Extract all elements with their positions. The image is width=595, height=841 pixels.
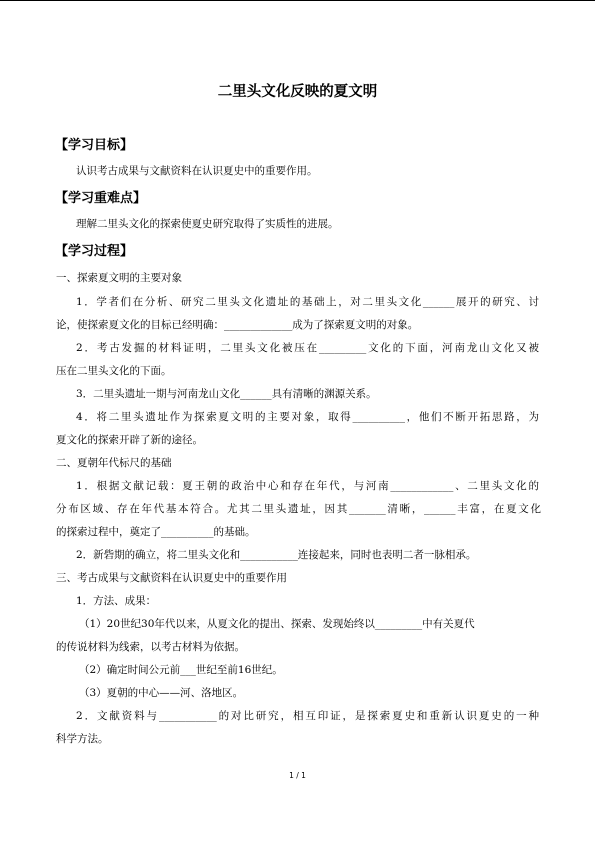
section-1-item-3: 3．二里头遗址一期与河南龙山文化______具有清晰的渊源关系。 (76, 388, 377, 400)
section-2-item-1-line-1: 1．根据文献记载：夏王朝的政治中心和存在年代，与河南____________、二里头文化的 (76, 480, 539, 492)
section-1-item-2-line-1: 2．考古发掘的材料证明，二里头文化被压在_________文化的下面，河南龙山文化又被 (76, 342, 539, 354)
key-points-text: 理解二里头文化的探索使夏史研究取得了实质性的进展。 (76, 218, 339, 230)
section-1-item-1-line-1: 1．学者们在分析、研究二里头文化遗址的基础上，对二里头文化______展开的研究、讨 (76, 296, 539, 308)
section-3-item-1-title: 1．方法、成果： (76, 595, 157, 607)
section-1-title: 一、探索夏文明的主要对象 (56, 272, 182, 284)
section-1-item-1-line-2: 论，使探索夏文化的目标已经明确：_____________成为了探索夏文明的对象。 (56, 319, 419, 331)
document-title: 二里头文化反映的夏文明 (217, 84, 378, 100)
section-2-item-2: 2．新砦期的确立，将二里头文化和___________连接起来，同时也表明二者一脉相承。 (76, 549, 477, 561)
section-2-item-1-line-2: 分布区域、存在年代基本符合。尤其二里头遗址，因其_______清晰，______丰富，在夏文化 (56, 503, 541, 515)
goal-text: 认识考古成果与文献资料在认识夏史中的重要作用。 (76, 165, 318, 177)
section-3-sub-2: （2）确定时间公元前___世纪至前16世纪。 (79, 664, 283, 676)
heading-learning-process: 【学习过程】 (55, 244, 134, 259)
section-3-sub-1-line-1: （1）20世纪30年代以来，从夏文化的提出、探索、发现始终以_________中有关夏代 (79, 618, 475, 630)
section-3-title: 三、考古成果与文献资料在认识夏史中的重要作用 (56, 572, 287, 584)
section-3-sub-1-line-2: 的传说材料为线索，以考古材料为依据。 (56, 641, 245, 653)
section-2-title: 二、夏朝年代标尺的基础 (56, 457, 172, 469)
section-1-item-4-line-2: 夏文化的探索开辟了新的途径。 (56, 434, 203, 446)
top-border-line (0, 0, 595, 1)
section-3-item-2-line-1: 2．文献资料与___________的对比研究，相互印证，是探索夏史和重新认识夏史的一种 (76, 710, 539, 722)
heading-learning-goal: 【学习目标】 (55, 138, 134, 153)
heading-key-points: 【学习重难点】 (55, 191, 147, 206)
section-3-sub-3: （3）夏朝的中心——河、洛地区。 (79, 687, 244, 699)
section-2-item-1-line-3: 的探索过程中，奠定了__________的基础。 (56, 526, 256, 538)
section-1-item-4-line-1: 4．将二里头遗址作为探索夏文明的主要对象，取得__________，他们不断开拓思路，为 (76, 411, 539, 423)
section-3-item-2-line-2: 科学方法。 (56, 733, 109, 745)
section-1-item-2-line-2: 压在二里头文化的下面。 (56, 365, 172, 377)
page-number: 1 / 1 (289, 771, 306, 780)
